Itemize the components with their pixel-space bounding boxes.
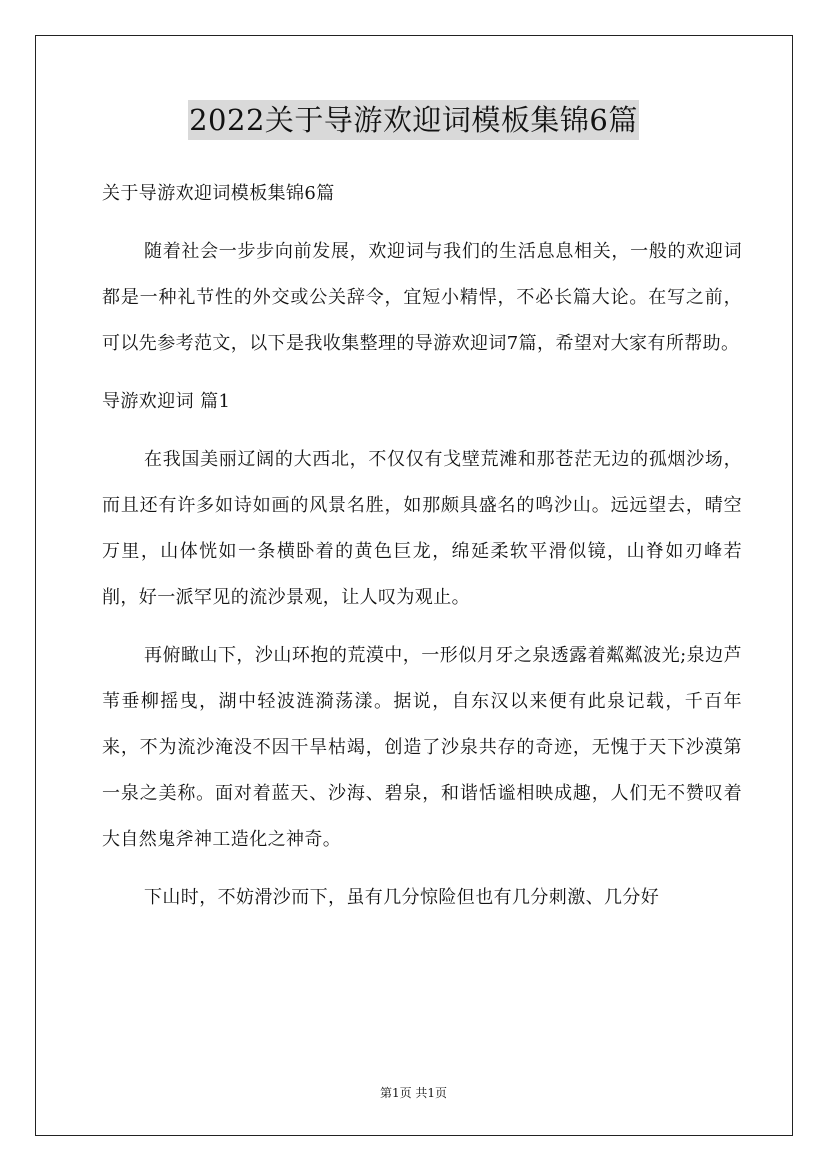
section-heading: 导游欢迎词 篇1 [102, 391, 231, 412]
title-container [0, 100, 827, 140]
page-footer: 第1页 共1页 [379, 1086, 448, 1100]
document-subtitle: 关于导游欢迎词模板集锦6篇 [102, 183, 335, 204]
body-paragraph: 下山时，不妨滑沙而下，虽有几分惊险但也有几分刺激、几分好 [144, 887, 660, 908]
document-body [102, 171, 742, 921]
document-title: 2022关于导游欢迎词模板集锦6篇 [188, 100, 639, 140]
body-paragraph: 在我国美丽辽阔的大西北，不仅仅有戈壁荒滩和那苍茫无边的孤烟沙场，而且还有许多如诗如画的风景名胜，如那颇具盛名的鸣沙山。远远望去，晴空万里，山体恍如一条横卧着的黄色巨龙，绵延柔软平滑似镜，山脊如刃峰若削，好一派罕见的流沙景观，让人叹为观止。 [102, 449, 742, 608]
intro-paragraph: 随着社会一步步向前发展，欢迎词与我们的生活息息相关，一般的欢迎词都是一种礼节性的外交或公关辞令，宜短小精悍，不必长篇大论。在写之前，可以先参考范文，以下是我收集整理的导游欢迎词7篇，希望对大家有所帮助。 [102, 241, 742, 354]
body-paragraph: 再俯瞰山下，沙山环抱的荒漠中，一形似月牙之泉透露着粼粼波光;泉边芦苇垂柳摇曳，湖中轻波涟漪荡漾。据说，自东汉以来便有此泉记载，千百年来，不为流沙淹没不因干旱枯竭，创造了沙泉共存的奇迹，无愧于天下沙漠第一泉之美称。面对着蓝天、沙海、碧泉，和谐恬谧相映成趣，人们无不赞叹着大自然鬼斧神工造化之神奇。 [102, 645, 742, 850]
